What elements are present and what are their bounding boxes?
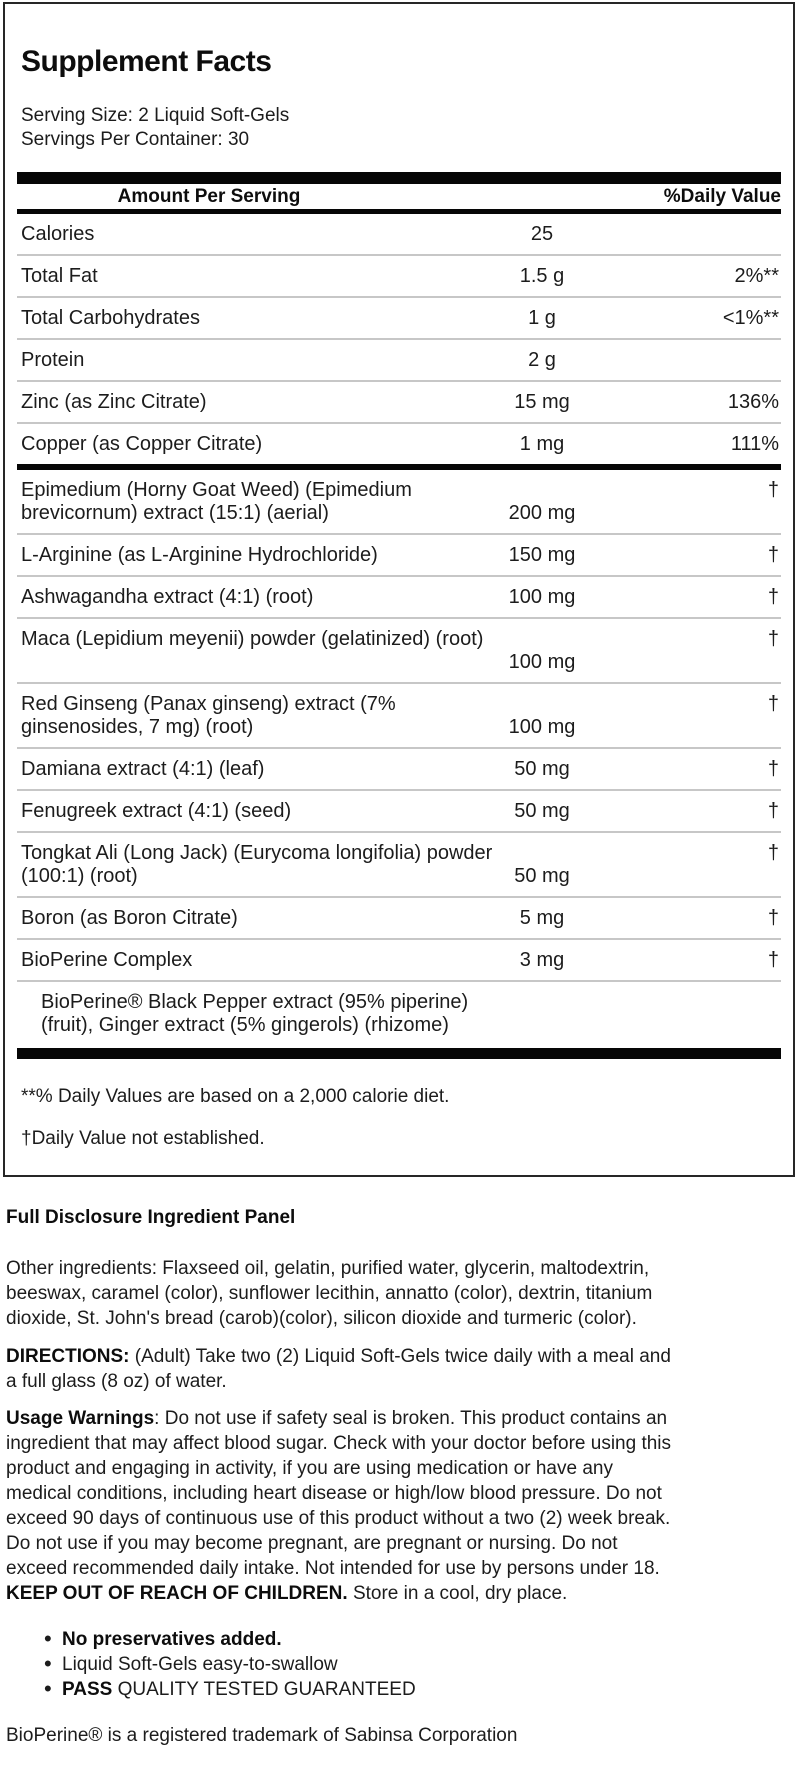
ingredient-daily-value: † (767, 628, 779, 650)
ingredient-name (17, 586, 457, 609)
ingredient-name (17, 223, 457, 246)
ingredient-amount: 5 mg (519, 907, 565, 929)
ingredient-name-line: Total Fat (21, 265, 98, 287)
directions-paragraph (6, 1344, 792, 1394)
ingredient-amount: 100 mg (508, 716, 576, 738)
paragraph-line: beeswax, caramel (color), sunflower lecithin, annatto (color), dextrin, titanium (6, 1283, 653, 1304)
ingredient-daily-value: † (767, 693, 779, 715)
ingredient-name (17, 693, 457, 739)
panel-title: Supplement Facts (21, 45, 272, 78)
ingredient-name (17, 907, 457, 930)
bold-text: No preservatives added. (62, 1629, 282, 1650)
ingredient-daily-value: <1%** (722, 307, 779, 329)
table-top-bar (17, 172, 781, 184)
feature-bullet-list (6, 1627, 792, 1702)
ingredient-amount: 2 g (528, 349, 556, 371)
table-row (17, 831, 781, 896)
ingredient-name-line: Red Ginseng (Panax ginseng) extract (7% (21, 693, 396, 715)
table-row (17, 338, 781, 380)
paragraph-line: Do not use if you may become pregnant, are pregnant or nursing. Do not (6, 1533, 618, 1554)
trademark-note: BioPerine® is a registered trademark of Sabinsa Corporation (6, 1725, 518, 1746)
ingredient-name (17, 544, 457, 567)
ingredient-amount: 50 mg (514, 800, 570, 822)
ingredient-amount: 1 mg (519, 433, 565, 455)
ingredient-name-line: brevicornum) extract (15:1) (aerial) (21, 502, 329, 524)
ingredient-name (17, 479, 457, 525)
table-row (17, 422, 781, 464)
table-row (17, 682, 781, 747)
ingredient-name (17, 433, 457, 456)
ingredient-amount: 15 mg (514, 391, 570, 413)
ingredient-name-line: (100:1) (root) (21, 865, 138, 887)
paragraph-line: dioxide, St. John's bread (carob)(color), silicon dioxide and turmeric (color). (6, 1308, 637, 1329)
ingredient-name (17, 991, 469, 1037)
paragraph-line: a full glass (8 oz) of water. (6, 1371, 227, 1392)
ingredient-amount: 100 mg (508, 586, 576, 608)
ingredient-name-line: Zinc (as Zinc Citrate) (21, 391, 207, 413)
paragraph-line: exceed 90 days of continuous use of this product without a two (2) week break. (6, 1508, 671, 1529)
ingredient-name (17, 842, 493, 888)
ingredient-amount: 1 g (528, 307, 556, 329)
bold-text: KEEP OUT OF REACH OF CHILDREN. (6, 1583, 348, 1604)
ingredient-name-line: Ashwagandha extract (4:1) (root) (21, 586, 314, 608)
ingredient-daily-value: † (767, 949, 779, 971)
table-row (17, 214, 781, 254)
bold-text: Usage Warnings (6, 1408, 155, 1429)
ingredient-amount: 3 mg (519, 949, 565, 971)
ingredient-name-line: Damiana extract (4:1) (leaf) (21, 758, 265, 780)
table-row (17, 980, 781, 1045)
ingredient-name (17, 349, 457, 372)
bold-text: PASS (62, 1679, 113, 1700)
ingredient-name-line: Copper (as Copper Citrate) (21, 433, 263, 455)
ingredient-amount: 150 mg (508, 544, 576, 566)
paragraph-line: ingredient that may affect blood sugar. Check with your doctor before using this (6, 1433, 672, 1454)
table-row (17, 789, 781, 831)
table-bottom-bar (17, 1048, 781, 1059)
ingredient-name-line: Total Carbohydrates (21, 307, 200, 329)
ingredient-amount: 50 mg (514, 758, 570, 780)
ingredient-name-line: (fruit), Ginger extract (5% gingerols) (rhizome) (41, 1014, 449, 1036)
serving-size: Serving Size: 2 Liquid Soft-Gels (21, 105, 290, 126)
ingredient-daily-value: 111% (730, 433, 779, 455)
ingredient-amount: 25 (530, 223, 554, 245)
column-header-daily-value: %Daily Value (663, 186, 781, 207)
full-disclosure-section (6, 1205, 792, 1748)
footnote-dagger: †Daily Value not established. (21, 1128, 265, 1149)
ingredient-daily-value: † (767, 479, 779, 501)
ingredient-daily-value: † (767, 842, 779, 864)
ingredient-daily-value: 2%** (734, 265, 779, 287)
ingredient-name (17, 800, 457, 823)
paragraph-line: product and engaging in activity, if you are using medication or have any (6, 1458, 613, 1479)
ingredient-name-line: Boron (as Boron Citrate) (21, 907, 238, 929)
ingredient-name-line: BioPerine Complex (21, 949, 193, 971)
servings-per-container: Servings Per Container: 30 (21, 129, 250, 150)
section-heading: Full Disclosure Ingredient Panel (6, 1207, 296, 1228)
ingredient-name-line (21, 651, 457, 674)
serving-info (21, 104, 781, 152)
ingredient-name-line: Protein (21, 349, 85, 371)
ingredient-name-line: Maca (Lepidium meyenii) powder (gelatinized) (root) (21, 628, 484, 650)
ingredient-name (17, 758, 457, 781)
table-row (17, 575, 781, 617)
ingredient-daily-value: † (767, 800, 779, 822)
list-item (6, 1627, 792, 1652)
column-header-amount: Amount Per Serving (117, 186, 301, 207)
ingredient-name-line: ginsenosides, 7 mg) (root) (21, 716, 254, 738)
ingredient-daily-value: 136% (727, 391, 779, 413)
table-row (17, 254, 781, 296)
ingredient-name-line: BioPerine® Black Pepper extract (95% piperine) (41, 991, 469, 1013)
table-row (17, 896, 781, 938)
table-row (17, 938, 781, 980)
other-ingredients-paragraph (6, 1256, 792, 1331)
ingredient-name-line: L-Arginine (as L-Arginine Hydrochloride) (21, 544, 378, 566)
bold-text: DIRECTIONS: (6, 1346, 130, 1367)
table-row (17, 470, 781, 533)
table-row (17, 617, 781, 682)
ingredient-name (17, 265, 457, 288)
ingredient-name (17, 391, 457, 414)
paragraph-line: medical conditions, including heart disease or high/low blood pressure. Do not (6, 1483, 662, 1504)
table-row (17, 296, 781, 338)
ingredient-daily-value: † (767, 544, 779, 566)
paragraph-line: DIRECTIONS: (Adult) Take two (2) Liquid Soft-Gels twice daily with a meal and (6, 1346, 671, 1367)
ingredient-daily-value: † (767, 758, 779, 780)
ingredient-daily-value: † (767, 586, 779, 608)
ingredient-name (17, 628, 484, 674)
list-item: • PASS QUALITY TESTED GUARANTEED (6, 1677, 792, 1702)
ingredient-amount: 200 mg (508, 502, 576, 524)
table-row (17, 380, 781, 422)
table-header-row (17, 184, 781, 209)
ingredient-name-line: Tongkat Ali (Long Jack) (Eurycoma longifolia) powder (21, 842, 493, 864)
footnote-daily-value: **% Daily Values are based on a 2,000 calorie diet. (21, 1086, 450, 1107)
ingredient-name-line: Fenugreek extract (4:1) (seed) (21, 800, 292, 822)
ingredient-name-line: Epimedium (Horny Goat Weed) (Epimedium (21, 479, 412, 501)
paragraph-line: Other ingredients: Flaxseed oil, gelatin, purified water, glycerin, maltodextrin, (6, 1258, 650, 1279)
usage-warnings-paragraph (6, 1406, 792, 1606)
ingredient-name (17, 307, 457, 330)
paragraph-line: exceed recommended daily intake. Not intended for use by persons under 18. (6, 1558, 660, 1579)
ingredient-name-line: Calories (21, 223, 95, 245)
ingredient-amount: 100 mg (508, 651, 576, 673)
ingredient-daily-value: † (767, 907, 779, 929)
ingredient-name (17, 949, 457, 972)
paragraph-line: KEEP OUT OF REACH OF CHILDREN. Store in a cool, dry place. (6, 1583, 568, 1604)
list-item: • Liquid Soft-Gels easy-to-swallow (6, 1652, 792, 1677)
ingredient-table (17, 214, 781, 1045)
ingredient-amount: 50 mg (514, 865, 570, 887)
ingredient-amount: 1.5 g (519, 265, 565, 287)
paragraph-line: Usage Warnings: Do not use if safety seal is broken. This product contains an (6, 1408, 668, 1429)
table-row (17, 747, 781, 789)
supplement-facts-panel (3, 2, 795, 1177)
table-row (17, 533, 781, 575)
